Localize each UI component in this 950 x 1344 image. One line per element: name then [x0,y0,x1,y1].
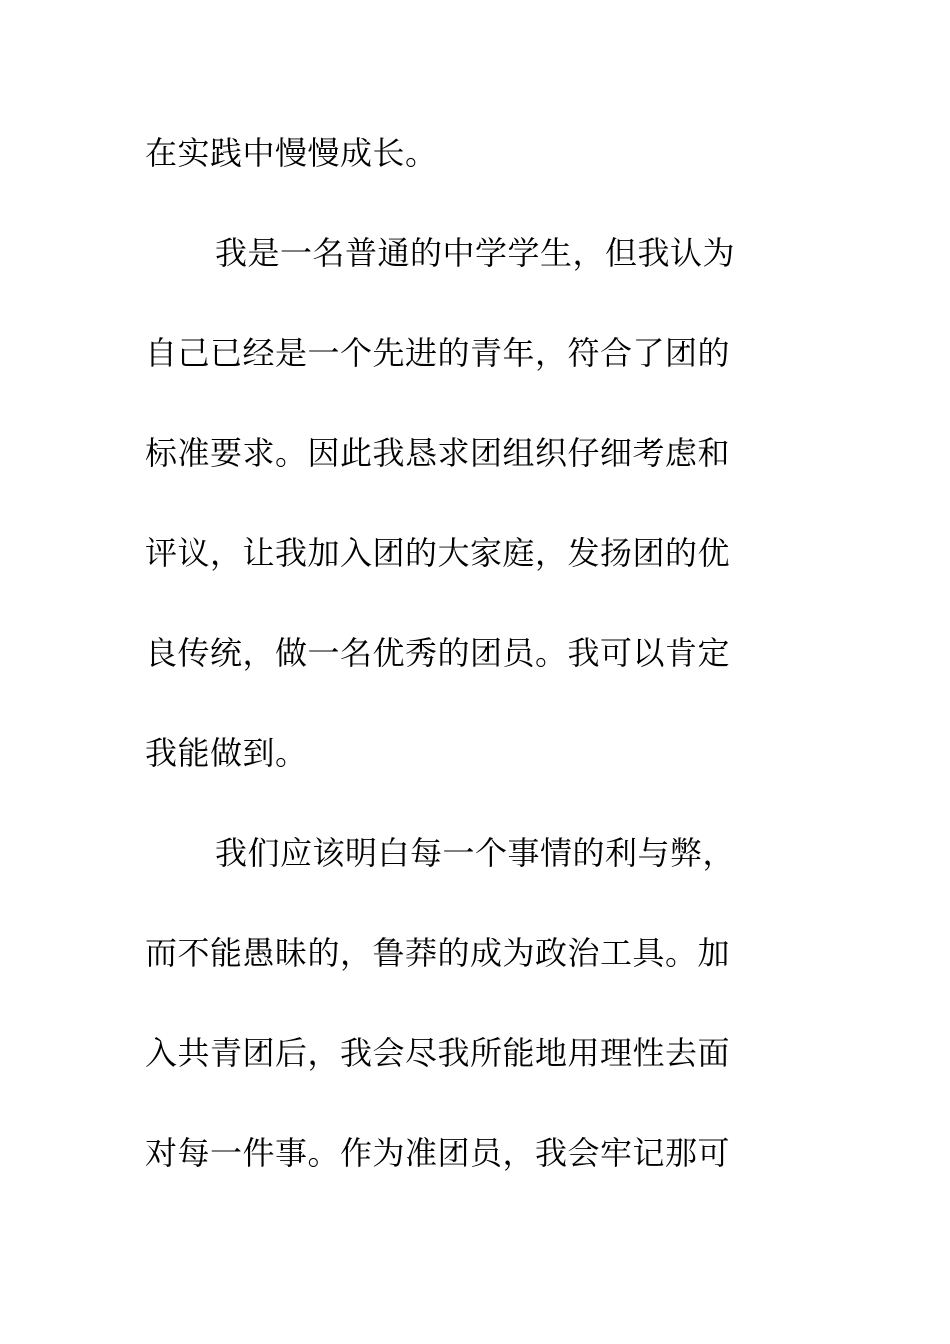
paragraph-start-line-2: 我是一名普通的中学学生，但我认为 [215,234,736,272]
paragraph-start-line-8: 我们应该明白每一个事情的利与弊， [215,834,736,872]
text-line-6: 良传统，做一名优秀的团员。我可以肯定 [145,634,731,672]
text-line-9: 而不能愚昧的，鲁莽的成为政治工具。加 [145,934,731,972]
text-line-5: 评议，让我加入团的大家庭，发扬团的优 [145,534,731,572]
text-line-10: 入共青团后，我会尽我所能地用理性去面 [145,1034,731,1072]
text-line-1: 在实践中慢慢成长。 [145,134,438,172]
text-line-3: 自己已经是一个先进的青年，符合了团的 [145,334,731,372]
text-line-11: 对每一件事。作为准团员，我会牢记那可 [145,1134,731,1172]
text-line-7: 我能做到。 [145,734,308,772]
document-body [145,122,785,1222]
text-line-4: 标准要求。因此我恳求团组织仔细考虑和 [145,434,731,472]
